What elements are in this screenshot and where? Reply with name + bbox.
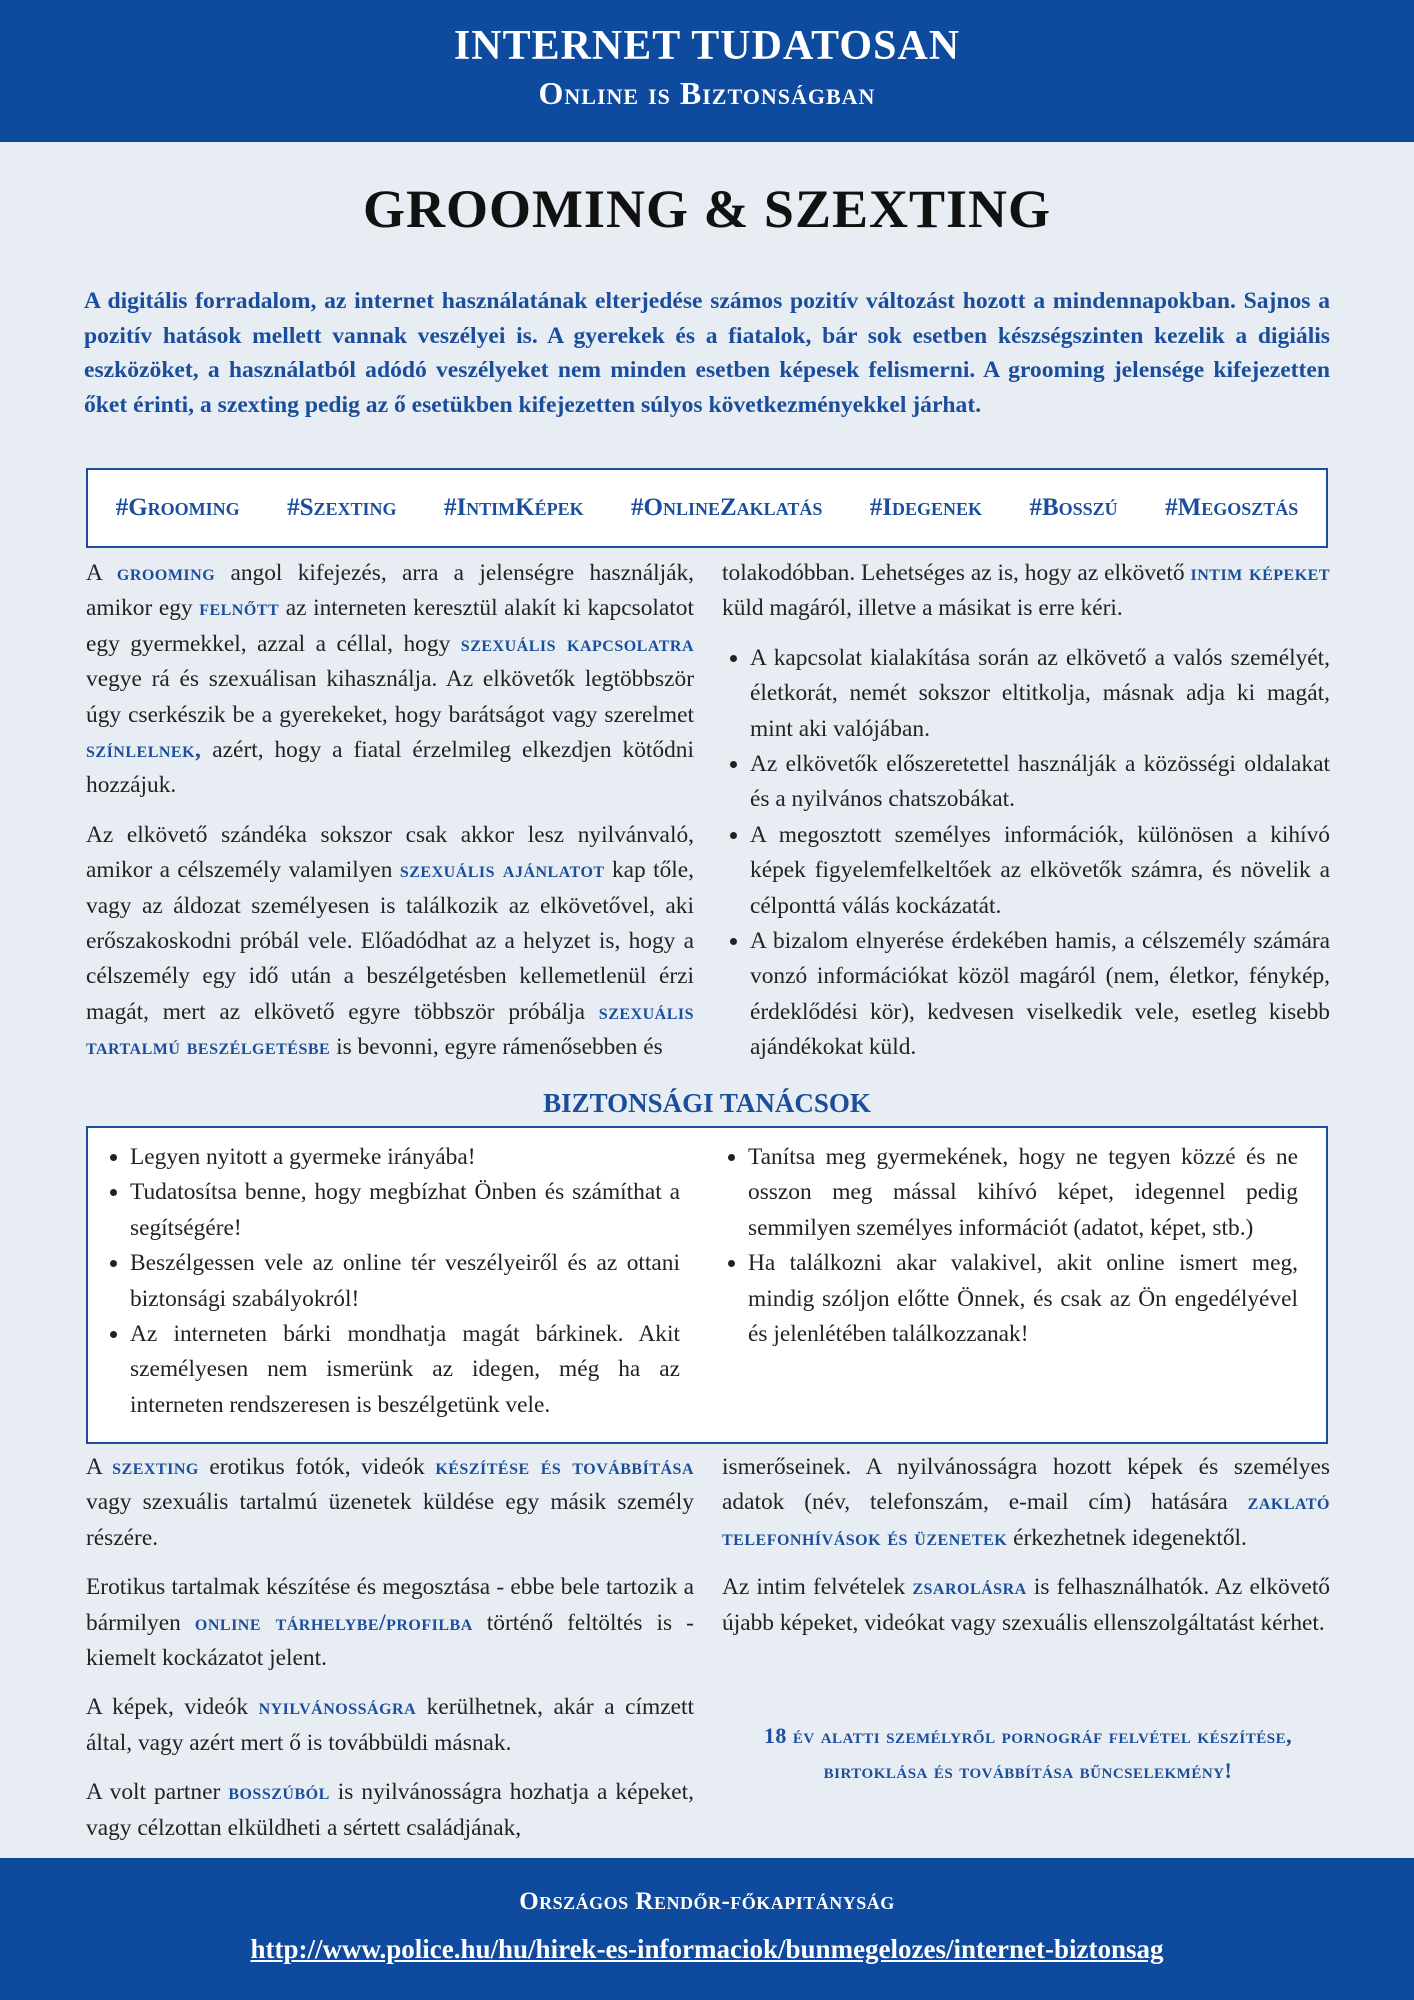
sexting-paragraph-5: ismerőseinek. A nyilvánosságra hozott képek és személyes adatok (név, telefonszám, e-mail cím) hatására zaklató telefonhívások és üzenetek érkezhetnek idegenektől.: [722, 1454, 1330, 1551]
hashtag: #OnlineZaklatás: [631, 494, 823, 521]
list-item: • A kapcsolat kialakítása során az elkövető a valós személyét, életkorát, nemét sokszor eltitkolja, másnak adja ki magát, mint aki valójában.: [750, 641, 1330, 747]
header-banner: [0, 0, 1414, 142]
list-item: • Az elkövetők előszeretettel használják a közösségi oldalakat és a nyilvános chatszobákat.: [750, 747, 1330, 818]
sexting-paragraph-3: A képek, videók nyilvánosságra kerülhetnek, akár a címzett által, vagy azért mert ő is továbbüldi másnak.: [86, 1694, 694, 1756]
sexting-left-column: [86, 1450, 694, 1860]
grooming-paragraph-3: tolakodóbban. Lehetséges az is, hogy az elkövető intim képeket küld magáról, illetve a másikat is erre kéri.: [722, 560, 1330, 622]
legal-warning: 18 év alatti személyről pornográf felvétel készítése, birtoklása és továbbítása bűncselekmény!: [763, 1723, 1293, 1783]
intro-paragraph: A digitális forradalom, az internet használatának elterjedése számos pozitív változást hozott a mindennapokban. Sajnos a pozitív hatások mellett vannak veszélyei is. A gyerekek és a fiatalok, bár sok esetben készségszinten kezelik a digiális eszközöket, a használatból adódó veszélyeket nem minden esetben képesek felismerni. A grooming jelensége kifejezetten őket érinti, a szexting pedig az ő esetükben kifejezetten súlyos következményekkel járhat.: [84, 288, 1330, 418]
police-website-link[interactable]: http://www.police.hu/hu/hirek-es-informaciok/bunmegelozes/internet-biztonsag: [250, 1934, 1164, 1964]
grooming-right-column: [722, 556, 1330, 1066]
hashtag: #Idegenek: [869, 494, 983, 521]
hashtag-box: [86, 468, 1328, 548]
sexting-right-column: [722, 1450, 1330, 1655]
hashtag: #IntimKépek: [443, 494, 584, 521]
list-item: • Tanítsa meg gyermekének, hogy ne tegyen közzé és ne osszon meg mással kihívó képet, idegennel pedig semmilyen személyes információt (adatot, képet, stb.): [748, 1140, 1298, 1246]
tips-right-column: [720, 1140, 1298, 1352]
header-title: INTERNET TUDATOSAN: [453, 23, 961, 69]
grooming-bullet-list: [722, 641, 1330, 1066]
list-item: • Ha találkozni akar valakivel, akit online ismert meg, mindig szóljon előtte Önnek, és csak az Ön engedélyével és jelenlétében találkozzanak!: [748, 1246, 1298, 1352]
list-item: • Legyen nyitott a gyermeke irányába!: [130, 1140, 680, 1175]
hashtag: #Megosztás: [1165, 494, 1299, 521]
sexting-paragraph-1: A szexting erotikus fotók, videók készítése és továbbítása vagy szexuális tartalmú üzenetek küldése egy másik személy részére.: [86, 1454, 694, 1551]
sexting-paragraph-2: Erotikus tartalmak készítése és megosztása - ebbe bele tartozik a bármilyen online tárhelybe/profilba történő feltöltés is - kiemelt kockázatot jelent.: [86, 1574, 694, 1672]
list-item: • A bizalom elnyerése érdekében hamis, a célszemély számára vonzó információkat közöl magáról (nem, életkor, fénykép, érdeklődési kör), kedvesen viselkedik vele, esetleg kisebb ajándékokat küld.: [750, 924, 1330, 1066]
list-item: • A megosztott személyes információk, különösen a kihívó képek figyelemfelkeltőek az elkövetők számra, és növelik a célponttá válás kockázatát.: [750, 818, 1330, 924]
grooming-paragraph-1: A grooming angol kifejezés, arra a jelenségre használják, amikor egy felnőtt az interneten keresztül alakít ki kapcsolatot egy gyermekkel, azzal a céllal, hogy szexuális kapcsolatra vegye rá és szexuálisan kihasználja. Az elkövetők legtöbbször úgy cserkészik be a gyerekeket, hogy barátságot vagy szerelmet színlelnek, azért, hogy a fiatal érzelmileg elkezdjen kötődni hozzájuk.: [86, 560, 695, 799]
safety-tips-title: BIZTONSÁGI TANÁCSOK: [543, 1088, 871, 1118]
sexting-paragraph-4: A volt partner bosszúból is nyilvánosságra hozhatja a képeket, vagy célzottan elküldheti a sértett családjának,: [86, 1779, 694, 1841]
grooming-paragraph-2: Az elkövető szándéka sokszor csak akkor lesz nyilvánvaló, amikor a célszemély valamilyen szexuális ajánlatot kap tőle, vagy az áldozat személyesen is találkozik az elkövetővel, aki erőszakoskodni próbál vele. Előadódhat az a helyzet is, hogy a célszemély egy idő után a beszélgetésben kellemetlenül érzi magát, mert az elkövető egyre többször próbálja szexuális tartalmú beszélgetésbe is bevonni, egyre rámenősebben és: [86, 821, 694, 1061]
page-title: GROOMING & SZEXTING: [362, 179, 1052, 239]
hashtag: #Bosszú: [1029, 494, 1118, 521]
sexting-paragraph-6: Az intim felvételek zsarolásra is felhasználhatók. Az elkövető újabb képeket, videókat vagy szexuális ellenszolgáltatást kérhet.: [722, 1574, 1331, 1636]
list-item: • Az interneten bárki mondhatja magát bárkinek. Akit személyesen nem ismerünk az idegen, még ha az interneten rendszeresen is beszélgetünk vele.: [130, 1317, 680, 1423]
safety-tips-box: [86, 1126, 1328, 1444]
list-item: • Tudatosítsa benne, hogy megbízhat Önben és számíthat a segítségére!: [130, 1175, 680, 1246]
tips-left-column: [102, 1140, 680, 1423]
grooming-left-column: [86, 556, 694, 1080]
organization-name: Országos Rendőr-főkapitányság: [519, 1888, 895, 1915]
hashtag: #Szexting: [287, 494, 397, 521]
list-item: • Beszélgessen vele az online tér veszélyeiről és az ottani biztonsági szabályokról!: [130, 1246, 680, 1317]
footer-banner: [0, 1858, 1414, 2000]
hashtag: #Grooming: [115, 494, 240, 521]
header-subtitle: Online is Biztonságban: [538, 75, 876, 111]
